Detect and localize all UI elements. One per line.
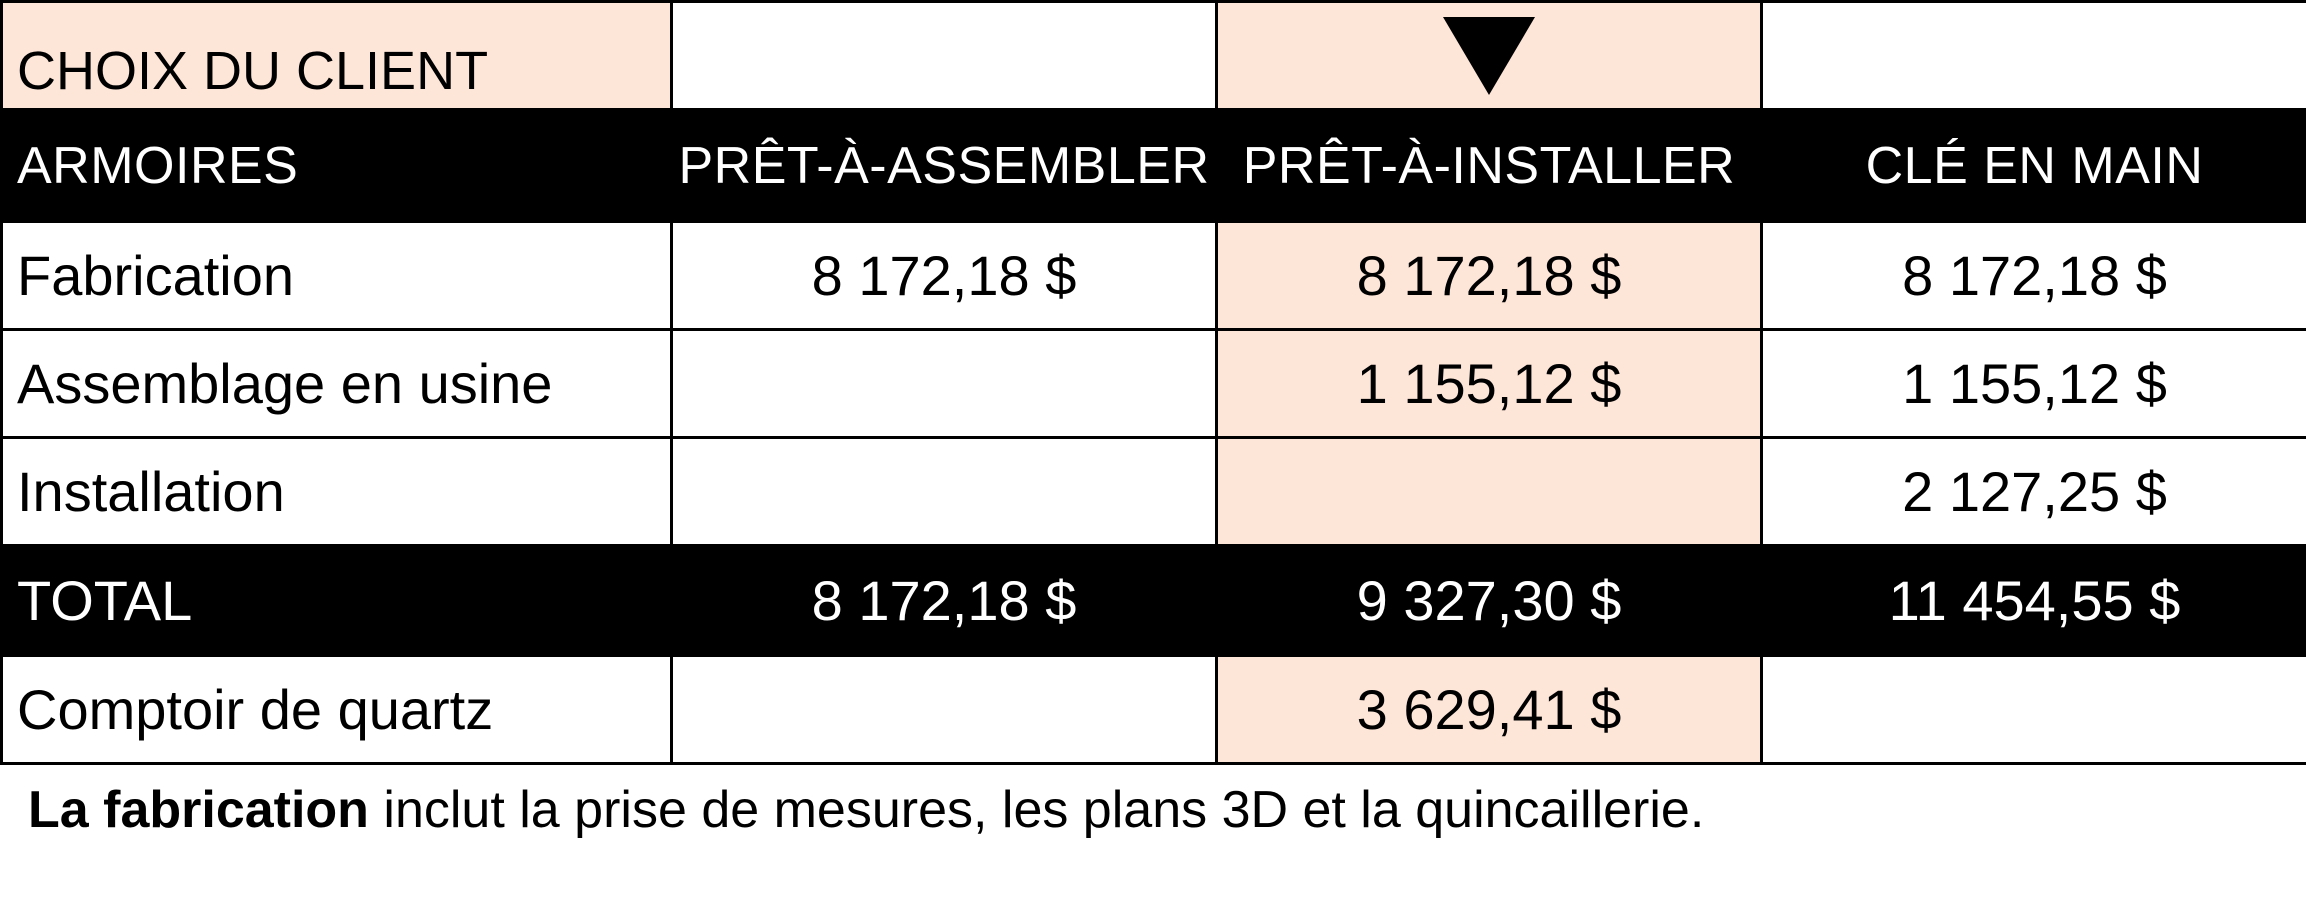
footnote bbox=[28, 780, 1704, 840]
price-cell: 8 172,18 $ bbox=[1762, 222, 2306, 330]
column-header-turnkey: CLÉ EN MAIN bbox=[1762, 110, 2306, 222]
total-cell: 11 454,55 $ bbox=[1762, 546, 2306, 656]
price-cell: 2 127,25 $ bbox=[1762, 438, 2306, 546]
total-cell: 9 327,30 $ bbox=[1217, 546, 1762, 656]
row-label: Installation bbox=[2, 438, 672, 546]
choice-cell-installer bbox=[1217, 2, 1762, 110]
extra-row bbox=[2, 656, 2306, 764]
total-row bbox=[2, 546, 2306, 656]
footnote-bold: La fabrication bbox=[28, 781, 369, 839]
header-row bbox=[2, 110, 2306, 222]
column-header-assembler: PRÊT-À-ASSEMBLER bbox=[672, 110, 1217, 222]
choice-cell-assembler bbox=[672, 2, 1217, 110]
total-label: TOTAL bbox=[2, 546, 672, 656]
row-label: Assemblage en usine bbox=[2, 330, 672, 438]
choice-cell-turnkey bbox=[1762, 2, 2306, 110]
table-row bbox=[2, 222, 2306, 330]
row-label: Fabrication bbox=[2, 222, 672, 330]
price-cell bbox=[1217, 438, 1762, 546]
price-cell bbox=[1762, 656, 2306, 764]
price-cell: 3 629,41 $ bbox=[1217, 656, 1762, 764]
price-cell bbox=[672, 330, 1217, 438]
price-cell: 1 155,12 $ bbox=[1217, 330, 1762, 438]
down-triangle-icon bbox=[1443, 17, 1535, 95]
footnote-text: inclut la prise de mesures, les plans 3D et la quincaillerie. bbox=[368, 781, 1705, 839]
price-cell: 1 155,12 $ bbox=[1762, 330, 2306, 438]
header-row-label: ARMOIRES bbox=[2, 110, 672, 222]
price-cell: 8 172,18 $ bbox=[1217, 222, 1762, 330]
price-cell: 8 172,18 $ bbox=[672, 222, 1217, 330]
column-header-installer: PRÊT-À-INSTALLER bbox=[1217, 110, 1762, 222]
price-cell bbox=[672, 438, 1217, 546]
table-row bbox=[2, 330, 2306, 438]
price-cell bbox=[672, 656, 1217, 764]
row-label: Comptoir de quartz bbox=[2, 656, 672, 764]
client-choice-row bbox=[2, 2, 2306, 110]
total-cell: 8 172,18 $ bbox=[672, 546, 1217, 656]
table-row bbox=[2, 438, 2306, 546]
client-choice-label: CHOIX DU CLIENT bbox=[2, 2, 672, 110]
